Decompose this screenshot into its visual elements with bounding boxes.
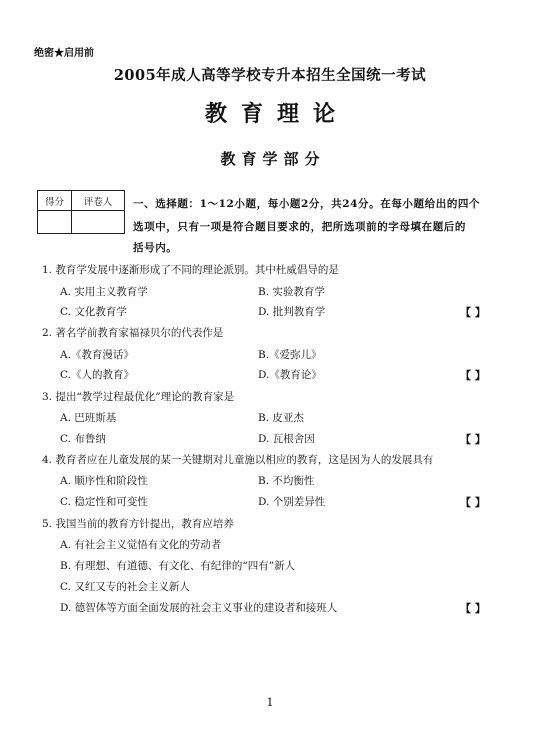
option-a: A. 巴班斯基 — [60, 412, 117, 424]
grader-cell — [72, 211, 125, 234]
section-instruction-line-1: 一、选择题：1～12小题，每小题2分，共24分。在每小题给出的四个 — [133, 198, 481, 210]
question-stem: 1. 教育学发展中逐渐形成了不同的理论派别。其中杜威倡导的是 — [42, 264, 339, 276]
option-c: C. 稳定性和可变性 — [60, 496, 148, 508]
option-d: D.《教育论》 — [258, 369, 322, 381]
question-stem: 5. 我国当前的教育方针提出，教育应培养 — [42, 518, 234, 530]
option-c: C. 又红又专的社会主义新人 — [60, 581, 190, 593]
option-a: A. 顺序性和阶段性 — [60, 475, 148, 487]
answer-bracket: 【 】 — [460, 306, 486, 319]
option-a: A.《教育漫话》 — [60, 349, 134, 361]
section-instruction-line-3: 括号内。 — [133, 242, 178, 254]
subject-title: 教育理论 — [204, 101, 349, 127]
answer-bracket: 【 】 — [460, 433, 486, 446]
score-label: 得分 — [38, 191, 72, 211]
option-d: D. 德智体等方面全面发展的社会主义事业的建设者和接班人 — [60, 602, 338, 614]
answer-bracket: 【 】 — [460, 369, 486, 382]
option-d: D. 个别差异性 — [258, 496, 326, 508]
option-b: B.《爱弥儿》 — [258, 349, 322, 361]
answer-bracket: 【 】 — [460, 602, 486, 615]
option-b: B. 皮亚杰 — [258, 412, 304, 424]
option-b: B. 实验教育学 — [258, 286, 325, 298]
option-b: B. 不均衡性 — [258, 475, 315, 487]
grader-label: 评卷人 — [72, 191, 125, 211]
option-c: C. 文化教育学 — [60, 306, 127, 318]
part-title: 教育学部分 — [220, 150, 326, 168]
option-a: A. 实用主义教育学 — [60, 286, 148, 298]
option-b: B. 有理想、有道德、有文化、有纪律的“四有”新人 — [60, 560, 296, 572]
score-box — [37, 190, 125, 234]
question-stem: 4. 教育者应在儿童发展的某一关键期对儿童施以相应的教育，这是因为人的发展具有 — [42, 454, 434, 466]
option-c: C. 布鲁纳 — [60, 433, 106, 445]
score-cell — [38, 211, 72, 234]
question-stem: 2. 著名学前教育家福禄贝尔的代表作是 — [42, 327, 224, 339]
option-d: D. 批判教育学 — [258, 306, 326, 318]
option-c: C.《人的教育》 — [60, 369, 134, 381]
question-stem: 3. 提出“教学过程最优化”理论的教育家是 — [42, 391, 235, 403]
answer-bracket: 【 】 — [460, 496, 486, 509]
exam-title: 2005年成人高等学校专升本招生全国统一考试 — [113, 67, 427, 84]
secret-label: 绝密★启用前 — [34, 48, 94, 59]
option-a: A. 有社会主义觉悟有文化的劳动者 — [60, 539, 222, 551]
page-number: 1 — [266, 696, 274, 709]
section-instruction-line-2: 选项中，只有一项是符合题目要求的，把所选项前的字母填在题后的 — [133, 221, 466, 233]
option-d: D. 瓦根舍因 — [258, 433, 315, 445]
